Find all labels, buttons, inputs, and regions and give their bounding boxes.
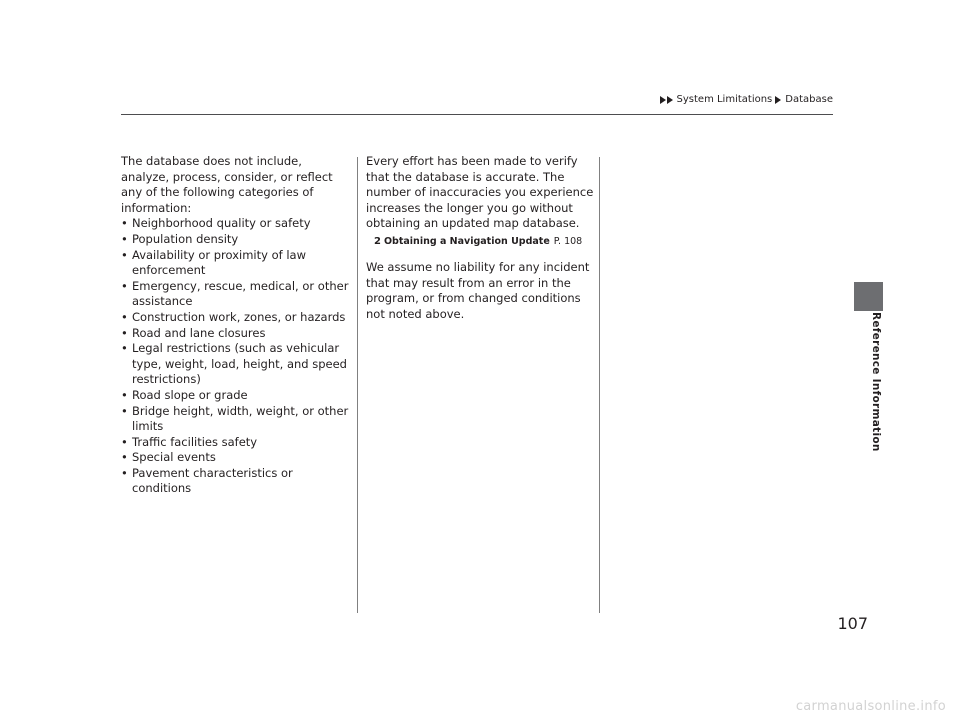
triangle-right-icon — [667, 96, 673, 104]
list-item: • Emergency, rescue, medical, or other assistance — [121, 279, 353, 310]
list-item: • Legal restrictions (such as vehicular type, weight, load, height, and speed restrictions) — [121, 341, 353, 388]
triangle-right-icon — [775, 96, 781, 104]
section-tab — [854, 282, 883, 311]
triangle-right-icon — [660, 96, 666, 104]
list-item: • Road and lane closures — [121, 326, 353, 342]
accuracy-paragraph: Every effort has been made to verify that the database is accurate. The number of inaccuracies you experience increases the longer you go without obtaining an updated map database. — [366, 154, 594, 231]
header-rule — [121, 114, 833, 115]
column-divider — [357, 157, 358, 613]
list-item: • Road slope or grade — [121, 388, 353, 404]
intro-paragraph: The database does not include, analyze, process, consider, or reflect any of the following categories of information: — [121, 154, 333, 215]
list-item: • Construction work, zones, or hazards — [121, 310, 353, 326]
watermark: carmanualsonline.info — [795, 699, 946, 714]
liability-paragraph: We assume no liability for any incident that may result from an error in the program, or from changed conditions not noted above. — [366, 259, 590, 321]
breadcrumb — [660, 94, 833, 105]
list-item: • Neighborhood quality or safety — [121, 216, 353, 232]
bullet-list — [121, 216, 353, 497]
list-item: • Bridge height, width, weight, or other limits — [121, 404, 353, 435]
right-column — [366, 154, 596, 322]
section-label: Reference Information — [870, 312, 882, 452]
page-number: 107 — [837, 614, 868, 633]
list-item: • Special events — [121, 450, 353, 466]
cross-reference-title: Obtaining a Navigation Update — [383, 235, 550, 247]
list-item: • Traffic facilities safety — [121, 435, 353, 451]
list-item: • Population density — [121, 232, 353, 248]
list-item: • Pavement characteristics or conditions — [121, 466, 353, 497]
cross-reference-link[interactable] — [374, 235, 596, 249]
column-divider — [599, 157, 600, 613]
reference-arrow-icon: 2 — [374, 235, 381, 247]
list-item: • Availability or proximity of law enforcement — [121, 248, 353, 279]
breadcrumb-item-system-limitations: System Limitations — [676, 94, 773, 105]
breadcrumb-item-database: Database — [785, 94, 833, 105]
left-column — [121, 154, 353, 497]
cross-reference-page: P. 108 — [553, 235, 583, 247]
